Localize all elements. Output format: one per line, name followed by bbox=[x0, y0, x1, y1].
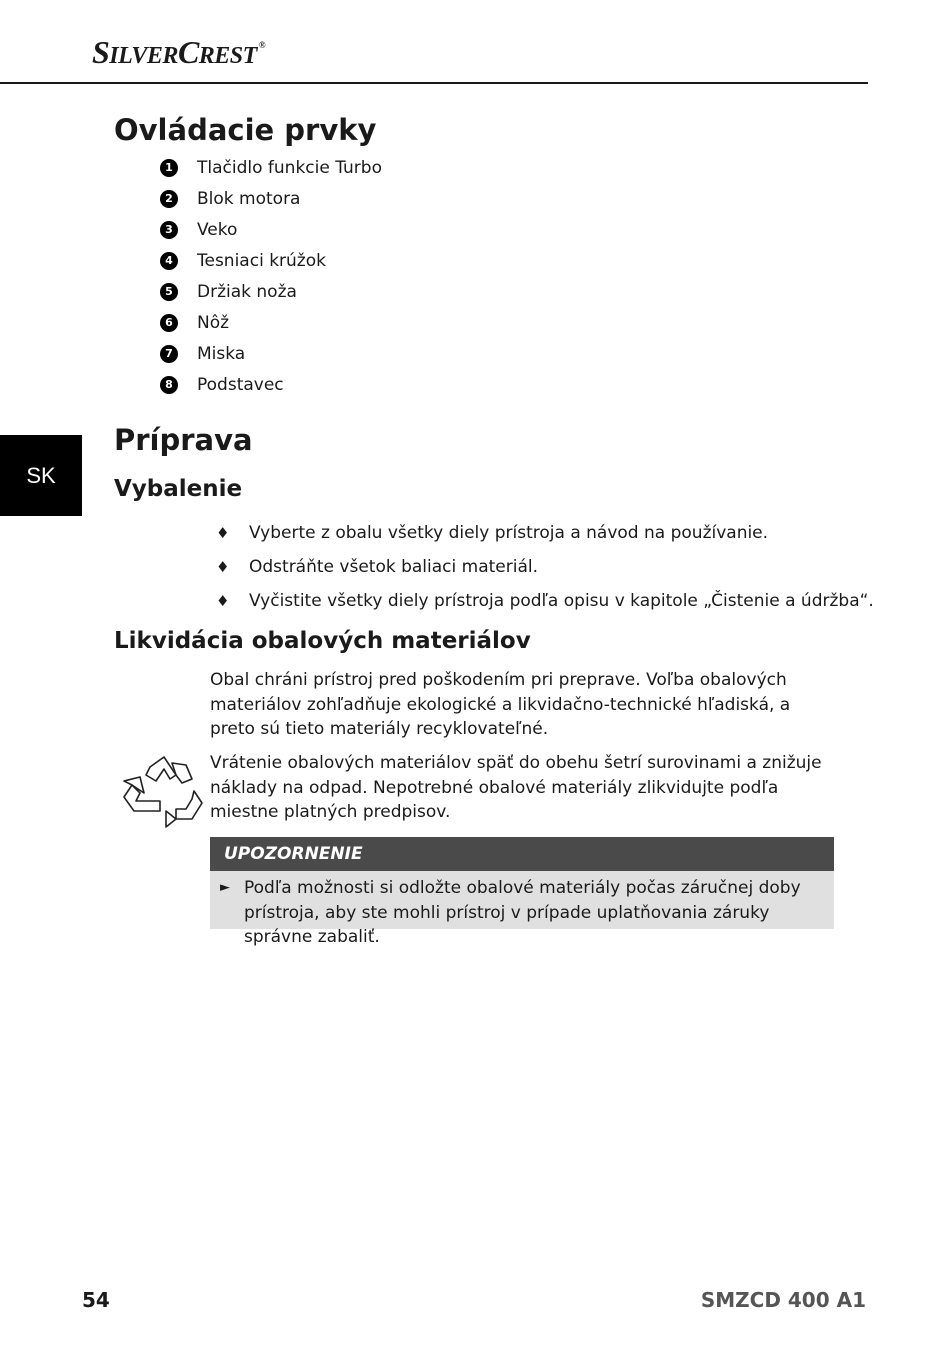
list-item: ♦ Vyberte z obalu všetky diely prístroja a návod na používanie. bbox=[216, 523, 769, 543]
list-item: 5 Držiak noža bbox=[160, 276, 382, 307]
item-number: 4 bbox=[160, 252, 178, 270]
disposal-paragraph-2: Vrátenie obalových materiálov späť do obehu šetrí surovinami a znižuje náklady na odpad. Nepotrebné obalové materiály zlikvidujte podľa miestne platných predpisov. bbox=[210, 753, 822, 822]
item-number: 1 bbox=[160, 159, 178, 177]
list-item: ♦ Vyčistite všetky diely prístroja podľa opisu v kapitole „Čistenie a údržba“. bbox=[216, 591, 874, 611]
disposal-paragraph-1: Obal chráni prístroj pred poškodením pri preprave. Voľba obalových materiálov zohľadňuje ekologické a likvidačno-technické hľadiská, a preto sú tieto materiály recyklovateľné. bbox=[210, 670, 791, 739]
language-tab: SK bbox=[0, 435, 82, 516]
item-number: 8 bbox=[160, 376, 178, 394]
recycle-icon bbox=[120, 753, 204, 831]
note-text: Podľa možnosti si odložte obalové materiály počas záručnej doby prístroja, aby ste mohli prístroj v prípade uplatňovania záruky správne zabaliť. bbox=[244, 878, 801, 947]
item-number: 2 bbox=[160, 190, 178, 208]
preparation-heading: Príprava bbox=[114, 423, 253, 457]
list-item: 8 Podstavec bbox=[160, 369, 382, 400]
model-number: SMZCD 400 A1 bbox=[700, 1288, 866, 1312]
list-item: 2 Blok motora bbox=[160, 183, 382, 214]
note-heading: UPOZORNENIE bbox=[210, 837, 834, 871]
note-box bbox=[210, 871, 834, 947]
bullet-icon: ♦ bbox=[216, 524, 230, 542]
item-number: 7 bbox=[160, 345, 178, 363]
header-rule bbox=[0, 82, 868, 84]
brand-logo: SILVERCREST ® bbox=[92, 34, 266, 70]
unpacking-heading: Vybalenie bbox=[114, 476, 243, 502]
list-item: 7 Miska bbox=[160, 338, 382, 369]
controls-heading: Ovládacie prvky bbox=[114, 113, 377, 147]
item-number: 5 bbox=[160, 283, 178, 301]
controls-list bbox=[160, 152, 382, 400]
list-item: 3 Veko bbox=[160, 214, 382, 245]
arrow-right-icon: ► bbox=[220, 880, 230, 895]
list-item: 6 Nôž bbox=[160, 307, 382, 338]
bullet-icon: ♦ bbox=[216, 592, 230, 610]
list-item: 4 Tesniaci krúžok bbox=[160, 245, 382, 276]
item-number: 3 bbox=[160, 221, 178, 239]
page-number: 54 bbox=[82, 1288, 110, 1312]
list-item: 1 Tlačidlo funkcie Turbo bbox=[160, 152, 382, 183]
unpacking-list bbox=[216, 516, 874, 618]
bullet-icon: ♦ bbox=[216, 558, 230, 576]
list-item: ♦ Odstráňte všetok baliaci materiál. bbox=[216, 557, 538, 577]
disposal-heading: Likvidácia obalových materiálov bbox=[114, 628, 531, 654]
item-number: 6 bbox=[160, 314, 178, 332]
